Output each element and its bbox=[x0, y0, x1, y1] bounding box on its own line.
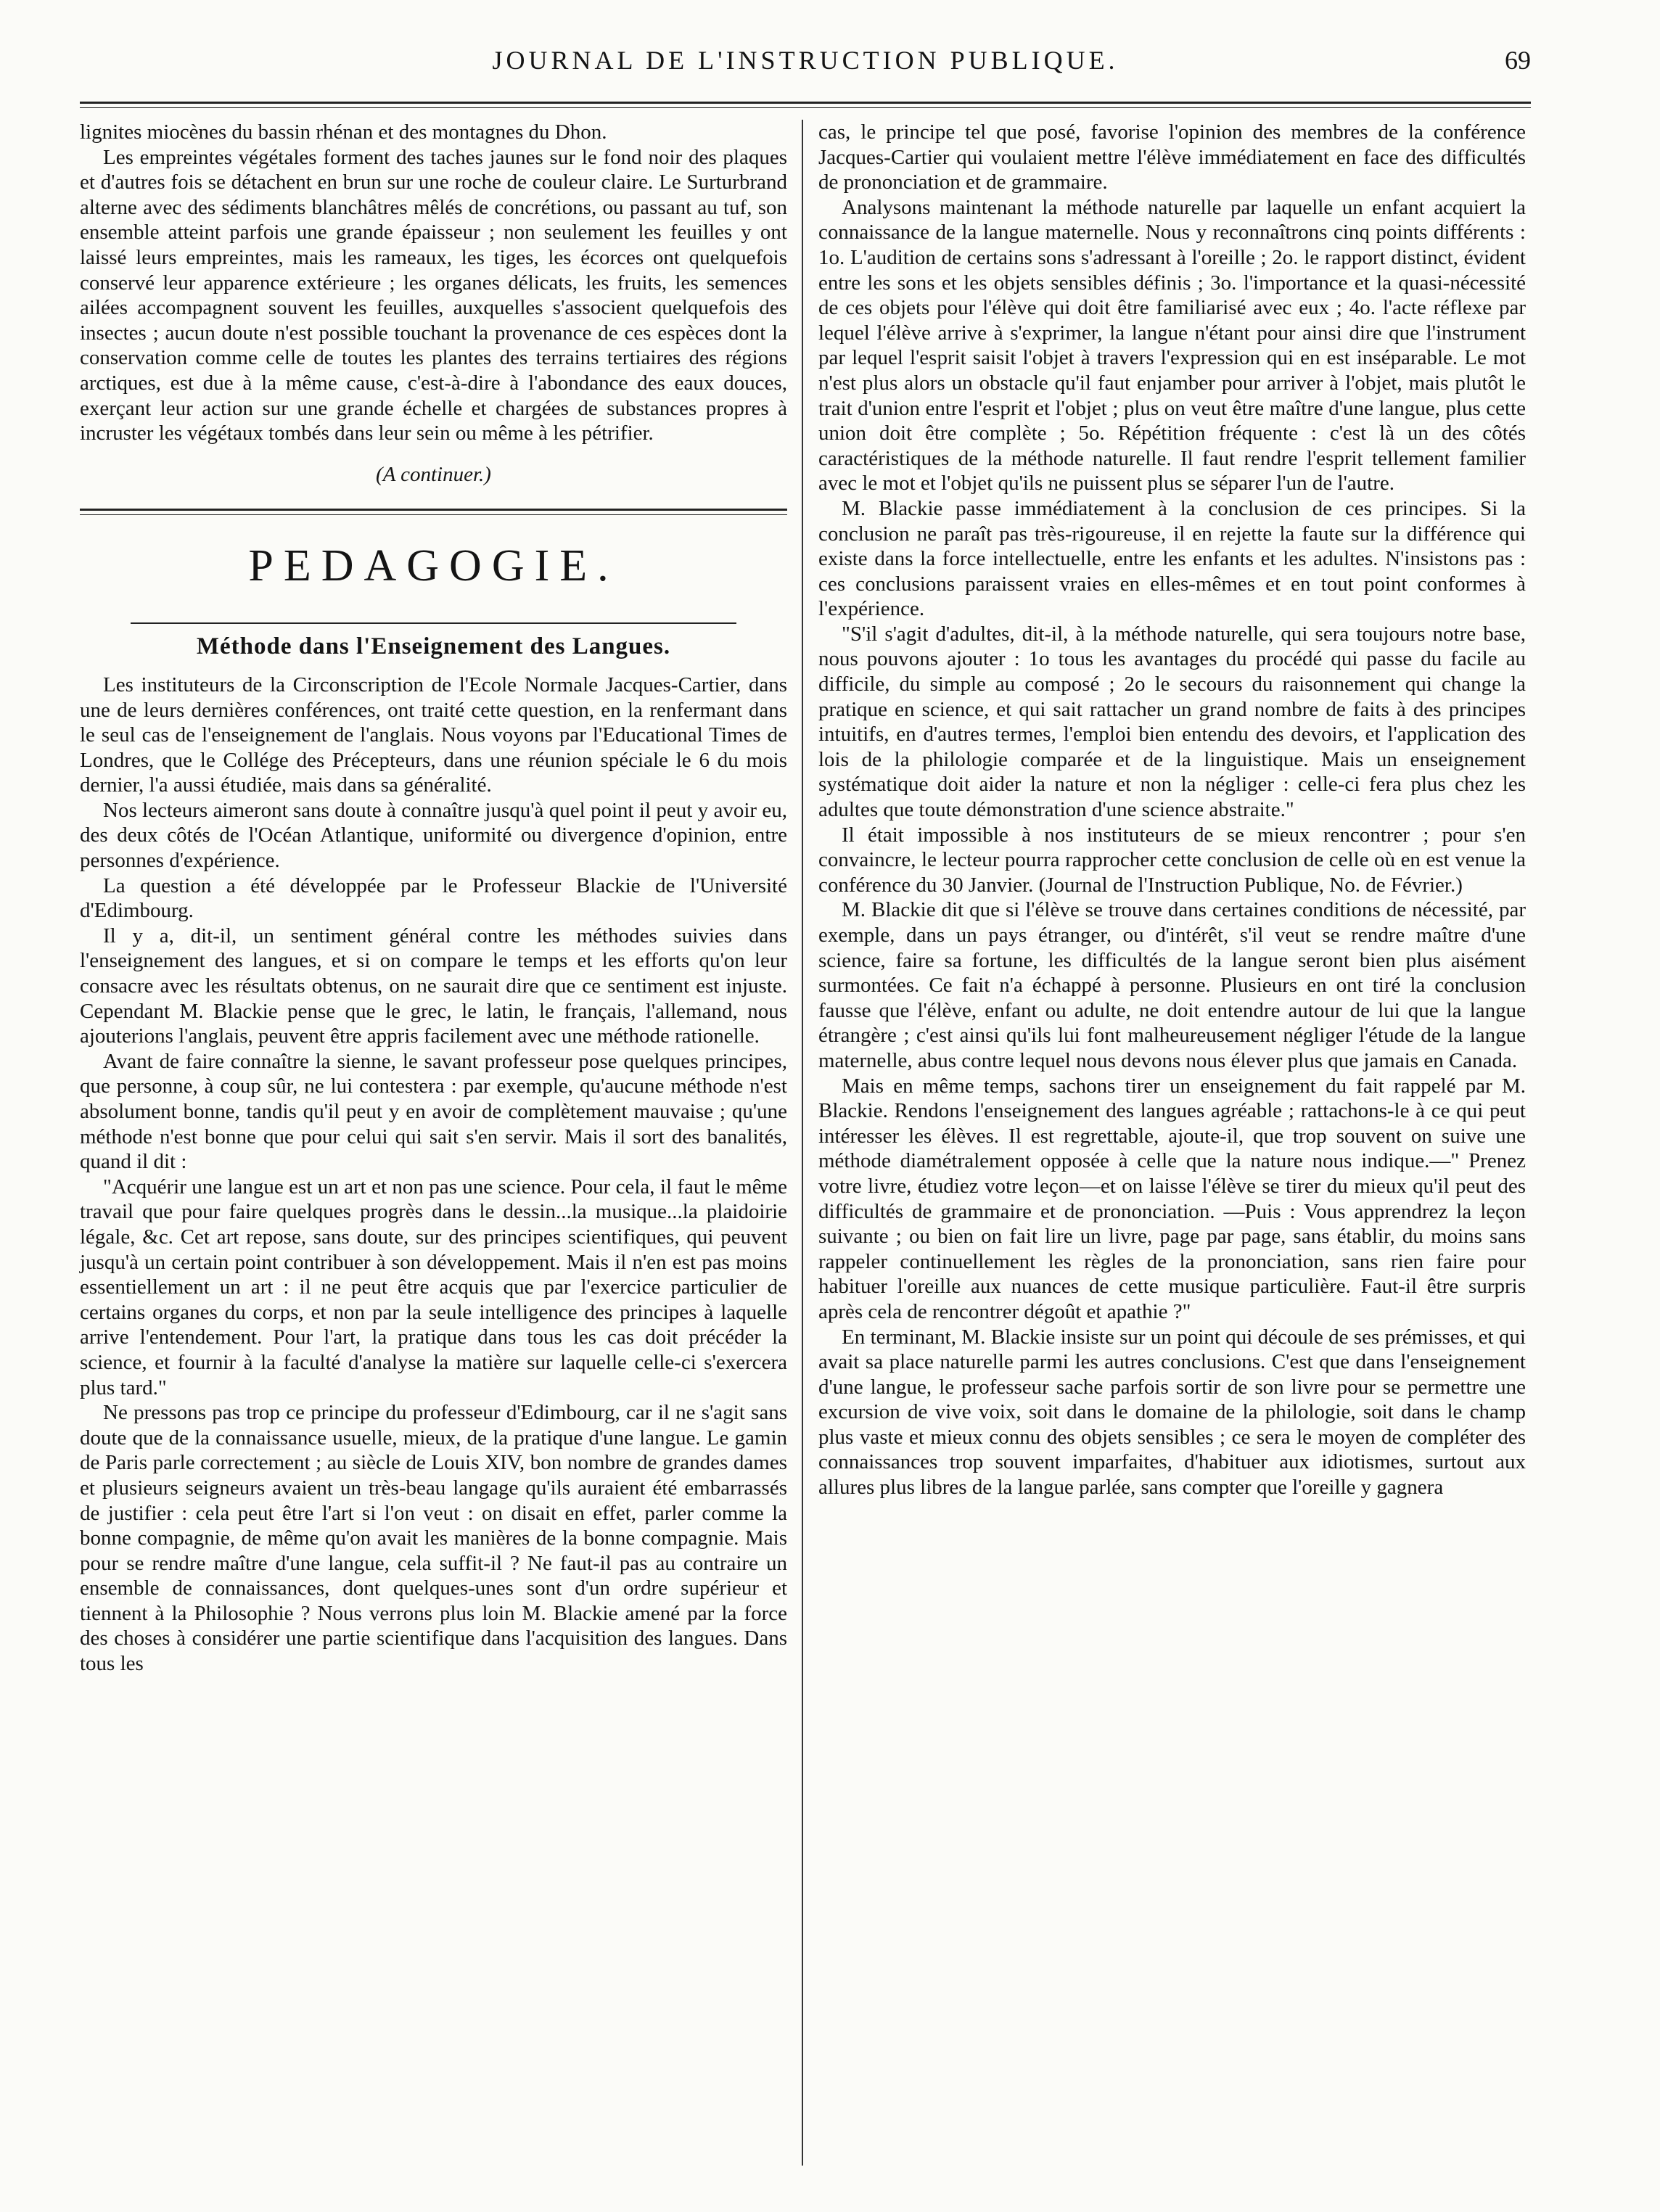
newspaper-page bbox=[80, 29, 1531, 2176]
paragraph: Les empreintes végétales forment des taches jaunes sur le fond noir des plaques et d'autres fois se détachent en brun sur une roche de couleur claire. Le Surturbrand alterne avec des sédiments blanchâtres mêlés de concrétions, ou passant au tuf, son ensemble atteint parfois une grande épaisseur ; non seulement les feuilles y ont laissé leurs empreintes, mais les rameaux, les tiges, les écorces ont quelquefois conservé leur apparence extérieure ; les organes délicats, les fruits, les semences ailées accompagnent souvent les feuilles, auxquelles s'associent quelquefois des insectes ; aucun doute n'est possible touchant la provenance de ces espèces dont la conservation comme celle de toutes les plantes des terrains tertiaires des régions arctiques, est due à la même cause, c'est-à-dire à l'abondance des eaux douces, exerçant leur action sur une grande échelle et chargées de substances propres à incruster les végétaux tombés dans leur sein ou même à les pétrifier. bbox=[80, 145, 787, 445]
section-rule-top-thin bbox=[80, 514, 787, 515]
page-header bbox=[80, 29, 1531, 94]
paragraph: M. Blackie passe immédiatement à la conclusion de ces principes. Si la conclusion ne paraît pas très-rigoureuse, il en rejette la faute sur la différence qui existe dans la force intellectuelle, entre les enfants et les adultes. N'insistons pas : ces conclusions paraissent vraies en elles-mêmes et en tout point conformes à l'expérience. bbox=[818, 496, 1526, 621]
header-rule bbox=[80, 102, 1531, 104]
paragraph: Analysons maintenant la méthode naturelle par laquelle un enfant acquiert la connaissance de la langue maternelle. Nous y reconnaîtrons cinq points différents : 1o. L'audition de certains sons s'adressant à l'oreille ; 2o. le rapport distinct, évident entre les sons et les objets sensibles définis ; 3o. l'importance et la quasi-nécessité de ces objets pour l'élève qui doit être familiarisé avec eux ; 4o. l'acte réflexe par lequel l'élève arrive à s'exprimer, la langue n'étant pour ainsi dire que l'instrument par lequel l'esprit saisit l'objet à travers l'expression qui en est inséparable. Le mot n'est plus alors un obstacle qu'il faut enjamber pour arriver à l'objet, mais plutôt le trait d'union entre l'esprit et l'objet ; plus on veut être maître d'une langue, plus cette union doit être complète ; 5o. Répétition fréquente : c'est là un des côtés caractéristiques de la méthode naturelle. Il faut rendre l'esprit tellement familier avec le mot et l'objet qu'ils ne puissent plus se séparer l'un de l'autre. bbox=[818, 195, 1526, 496]
column-divider bbox=[802, 120, 803, 2166]
left-column bbox=[80, 120, 787, 1677]
columns bbox=[80, 120, 1531, 2176]
quotation: "Acquérir une langue est un art et non pas une science. Pour cela, il faut le même travail que pour faire quelques progrès dans le dessin...la musique...la plaidoirie légale, &c. Cet art repose, sans doute, sur des principes scientifiques, qui peuvent jusqu'à un certain point contribuer à son développement. Mais il n'en est pas moins essentiellement un art : il ne peut être acquis que par l'exercice particulier de certains organes du corps, et non par la seule intelligence des principes à laquelle arrive l'entendement. Pour l'art, la pratique dans tous les cas doit précéder la science, et fournir à la faculté d'analyse la matière sur laquelle celle-ci s'exercera plus tard." bbox=[80, 1175, 787, 1399]
paragraph: Il y a, dit-il, un sentiment général contre les méthodes suivies dans l'enseignement des langues, et si on compare le temps et les efforts qu'on leur consacre avec les résultats obtenus, on ne saurait dire que ce sentiment est injuste. Cependant M. Blackie pense que le grec, le latin, le français, l'allemand, nous ajouterions l'anglais, peuvent être appris facilement avec une méthode rationelle. bbox=[80, 924, 787, 1048]
paragraph: Ne pressons pas trop ce principe du professeur d'Edimbourg, car il ne s'agit sans doute que de la connaissance usuelle, mieux, de la pratique d'une langue. Le gamin de Paris parle correctement ; au siècle de Louis XIV, bon nombre de grandes dames et plusieurs seigneurs avaient un très-beau langage qu'ils auraient été embarrassés de justifier : cela peut être l'art si l'on veut : on disait en effet, parler comme la bonne compagnie, de même qu'on avait les manières de la bonne compagnie. Mais pour se rendre maître d'une langue, cela suffit-il ? Ne faut-il pas au contraire un ensemble de connaissances, dont quelques-unes sont d'un ordre supérieur et tiennent à la Philosophie ? Nous verrons plus loin M. Blackie amené par la force des choses à considérer une partie scientifique dans l'acquisition des langues. Dans tous les bbox=[80, 1401, 787, 1676]
continuation-note: (A continuer.) bbox=[376, 462, 491, 486]
right-column bbox=[818, 120, 1526, 1500]
paragraph: Avant de faire connaître la sienne, le savant professeur pose quelques principes, que personne, à coup sûr, ne lui contestera : par exemple, qu'aucune méthode n'est absolument bonne, tandis qu'il peut y en avoir de complètement mauvaise ; qu'une méthode n'est bonne que pour celui qui sait s'en servir. Mais il sort des banalités, quand il dit : bbox=[80, 1049, 787, 1174]
paragraph: Il était impossible à nos instituteurs de se mieux rencontrer ; pour s'en convaincre, le lecteur pourra rapprocher cette conclusion de celle où en est venue la conférence du 30 Janvier. (Journal de l'Instruction Publique, No. de Février.) bbox=[818, 823, 1526, 897]
section-rule-top bbox=[80, 509, 787, 511]
paragraph: lignites miocènes du bassin rhénan et des montagnes du Dhon. bbox=[80, 120, 607, 144]
section-rule-bottom bbox=[131, 622, 736, 624]
section-title: PEDAGOGIE. bbox=[248, 541, 619, 591]
paragraph: Nos lecteurs aimeront sans doute à connaître jusqu'à quel point il peut y avoir eu, des deux côtés de l'Océan Atlantique, uniformité ou divergence d'opinion, entre personnes d'expérience. bbox=[80, 798, 787, 873]
page-number: 69 bbox=[1505, 46, 1531, 75]
paragraph: En terminant, M. Blackie insiste sur un point qui découle de ses prémisses, et qui avait sa place naturelle parmi les autres conclusions. C'est que dans l'enseignement d'une langue, le professeur sache parfois sortir de son livre pour se permettre une excursion de vive voix, soit dans le domaine de la philologie, soit dans le champ plus vaste et mieux connu des objets sensibles ; ce sera le moyen de compléter des connaissances trop souvent imparfaites, d'habituer aux idiotismes, surtout aux allures plus libres de la langue parlée, sans compter que l'oreille y gagnera bbox=[818, 1325, 1526, 1500]
running-title: JOURNAL DE L'INSTRUCTION PUBLIQUE. bbox=[492, 46, 1119, 75]
article-title: Méthode dans l'Enseignement des Langues. bbox=[196, 633, 671, 660]
paragraph: Les instituteurs de la Circonscription de l'Ecole Normale Jacques-Cartier, dans une de leurs dernières conférences, ont traité cette question, en la renfermant dans le seul cas de l'enseignement de l'anglais. Nous voyons par l'Educational Times de Londres, que le Collége des Précepteurs, dans une réunion spéciale le 6 du mois dernier, l'a aussi étudiée, mais dans sa généralité. bbox=[80, 673, 787, 797]
header-rule-thin bbox=[80, 107, 1531, 108]
quotation: "S'il s'agit d'adultes, dit-il, à la méthode naturelle, qui sera toujours notre base, nous pouvons ajouter : 1o tous les avantages du procédé qui passe du facile au difficile, du simple au composé ; 2o le secours du raisonnement qui change la pratique en science, et qui sait rattacher un grand nombre de faits à des principes intuitifs, en d'autres termes, l'emploi bien entendu des devoirs, et l'application des lois de la philologie comparée et de la linguistique. Mais un enseignement systématique doit aider la nature et non la négliger : celle-ci fera plus chez les adultes que toute démonstration d'une science abstraite." bbox=[818, 622, 1526, 822]
paragraph: M. Blackie dit que si l'élève se trouve dans certaines conditions de nécessité, par exemple, dans un pays étranger, ou d'intérêt, s'il veut se rendre maître d'une science, faire sa fortune, les difficultés de la langue seront bien plus aisément surmontées. Ce fait n'a échappé à personne. Plusieurs en ont tiré la conclusion fausse que l'élève, enfant ou adulte, ne doit entendre autour de lui que la langue étrangère ; c'est ainsi qu'ils lui font malheureusement négliger l'étude de la langue maternelle, abus contre lequel nous devons nous élever plus que jamais en Canada. bbox=[818, 898, 1526, 1072]
paragraph: La question a été développée par le Professeur Blackie de l'Université d'Edimbourg. bbox=[80, 873, 787, 923]
paragraph: Mais en même temps, sachons tirer un enseignement du fait rappelé par M. Blackie. Rendons l'enseignement des langues agréable ; rattachons-le à ce qui peut intéresser les élèves. Il est regrettable, ajoute-il, que trop souvent on suive une méthode diamétralement opposée à celle que la nature nous indique.—" Prenez votre livre, étudiez votre leçon—et on laisse l'élève se tirer du mieux qu'il peut des difficultés de grammaire et de prononciation. —Puis : Vous apprendrez la leçon suivante ; ou bien on fait lire un livre, page par page, sans établir, du moins sans rappeler continuellement les règles de la prononciation, sans rien faire pour habituer l'oreille aux nuances de cette musique particulière. Faut-il être surpris après cela de rencontrer dégoût et apathie ?" bbox=[818, 1074, 1526, 1323]
paragraph: cas, le principe tel que posé, favorise l'opinion des membres de la conférence Jacques-Cartier qui voulaient mettre l'élève immédiatement en face des difficultés de prononciation et de grammaire. bbox=[818, 120, 1526, 194]
